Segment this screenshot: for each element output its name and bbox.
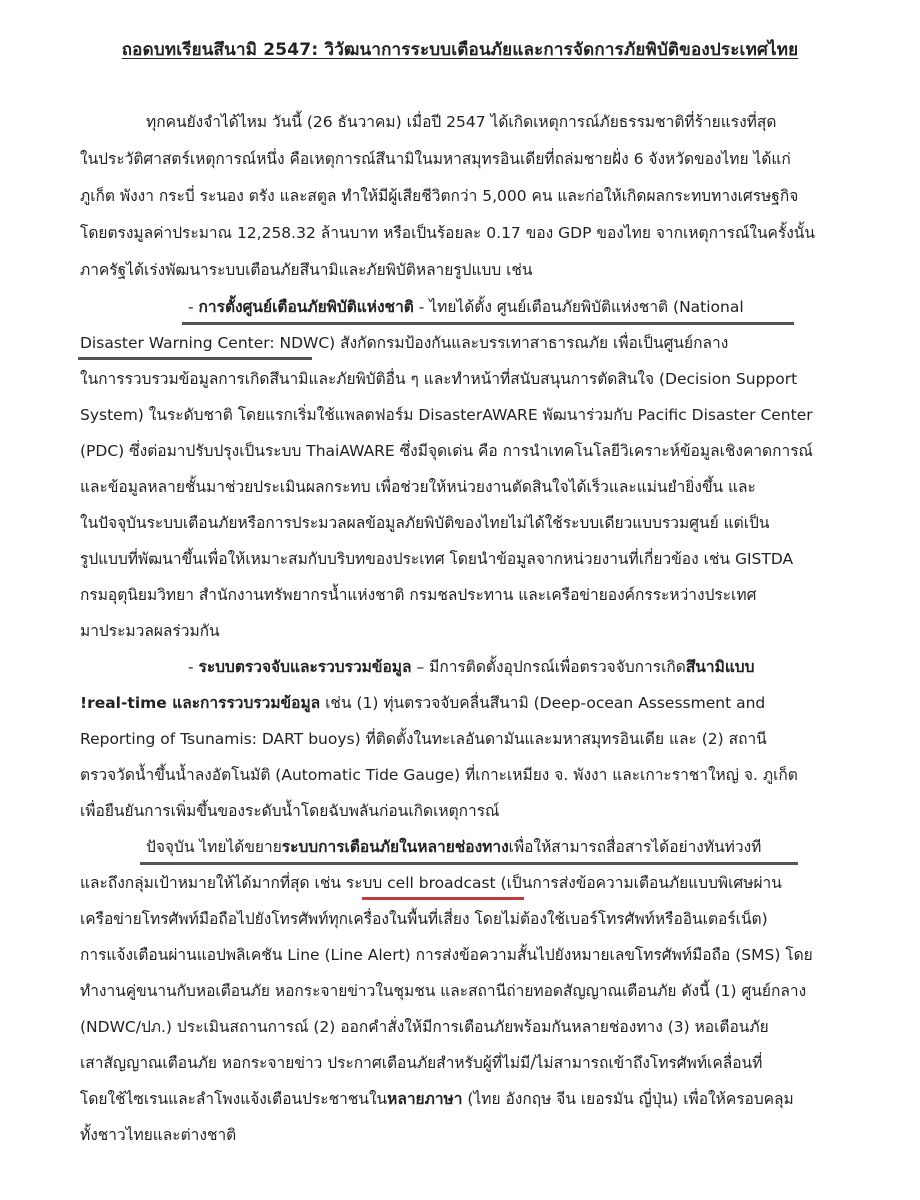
paragraph-2-line-3: ในการรวบรวมข้อมูลการเกิดสึนามิและภัยพิบัติอื่น ๆ และทำหน้าที่สนับสนุนการตัดสินใจ (Decision Support (80, 370, 798, 388)
paragraph-1-line-3: ภูเก็ต พังงา กระบี่ ระนอง ตรัง และสตูล ทำให้มีผู้เสียชีวิตกว่า 5,000 คน และก่อให้เกิดผลกระทบทางเศรษฐกิจ (80, 187, 799, 205)
paragraph-4-line-7: เสาสัญญาณเตือนภัย หอกระจายข่าว ประกาศเตือนภัยสำหรับผู้ที่ไม่มี/ไม่สามารถเข้าถึงโทรศัพท์เคลื่อนที่ (80, 1054, 763, 1072)
paragraph-2-line-5: (PDC) ซึ่งต่อมาปรับปรุงเป็นระบบ ThaiAWARE ซึ่งมีจุดเด่น คือ การนำเทคโนโลยีวิเคราะห์ข้อมูลเชิงคาดการณ์ (80, 442, 813, 460)
highlight-underline (182, 322, 794, 325)
ndwc-heading: การตั้งศูนย์เตือนภัยพิบัติแห่งชาติ (198, 298, 414, 316)
paragraph-4-line-6: (NDWC/ปภ.) ประเมินสถานการณ์ (2) ออกคำสั่งให้มีการเตือนภัยพร้อมกันหลายช่องทาง (3) หอเตือนภัย (80, 1018, 769, 1036)
paragraph-3-line-4: ตรวจวัดน้ำขึ้นน้ำลงอัตโนมัติ (Automatic Tide Gauge) ที่เกาะเหมียง จ. พังงา และเกาะราชาใหญ่ จ. ภูเก็ต (80, 766, 798, 784)
paragraph-1-line-5: ภาครัฐได้เร่งพัฒนาระบบเตือนภัยสึนามิและภัยพิบัติหลายรูปแบบ เช่น (80, 261, 533, 279)
red-highlight-underline (362, 897, 524, 900)
bullet-dash: - (188, 658, 199, 676)
document-title: ถอดบทเรียนสึนามิ 2547: วิวัฒนาการระบบเตือนภัยและการจัดการภัยพิบัติของประเทศไทย (121, 40, 799, 60)
paragraph-3-line-3: Reporting of Tsunamis: DART buoys) ที่ติดตั้งในทะเลอันดามันและมหาสมุทรอินเดีย และ (2) สถานี (80, 730, 767, 748)
paragraph-4-line-1: ปัจจุบัน ไทยได้ขยายระบบการเตือนภัยในหลายช่องทางเพื่อให้สามารถสื่อสารได้อย่างทันท่วงที (146, 838, 762, 856)
paragraph-2-line-1 (188, 296, 744, 318)
paragraph-3-line-1: - ระบบตรวจจับและรวบรวมข้อมูล – มีการติดตั้งอุปกรณ์เพื่อตรวจจับการเกิดสึนามิแบบ (188, 658, 755, 676)
paragraph-2-line-2: Disaster Warning Center: NDWC) สังกัดกรมป้องกันและบรรเทาสาธารณภัย เพื่อเป็นศูนย์กลาง (80, 334, 729, 352)
highlight-underline (78, 357, 312, 360)
paragraph-4-line-5: ทำงานคู่ขนานกับหอเตือนภัย หอกระจายข่าวในชุมชน และสถานีถ่ายทอดสัญญาณเตือนภัย ดังนี้ (1) ศูนย์กลาง (80, 982, 807, 1000)
paragraph-3-line-5: เพื่อยืนยันการเพิ่มขึ้นของระดับน้ำโดยฉับพลันก่อนเกิดเหตุการณ์ (80, 802, 500, 820)
paragraph-4-line-3: เครือข่ายโทรศัพท์มือถือไปยังโทรศัพท์ทุกเครื่องในพื้นที่เสี่ยง โดยไม่ต้องใช้เบอร์โทรศัพท์หรืออินเตอร์เน็ต) (80, 910, 768, 928)
paragraph-4-line-8: โดยใช้ไซเรนและลำโพงแจ้งเตือนประชาชนในหลายภาษา (ไทย อังกฤษ จีน เยอรมัน ญี่ปุ่น) เพื่อให้ครอบคลุม (80, 1090, 794, 1108)
highlight-underline (140, 862, 798, 865)
bullet-dash: - (188, 298, 199, 316)
paragraph-1-line-1: ทุกคนยังจำได้ไหม วันนี้ (26 ธันวาคม) เมื่อปี 2547 ได้เกิดเหตุการณ์ภัยธรรมชาติที่ร้ายแรงที่สุด (146, 113, 777, 131)
paragraph-1-line-2: ในประวัติศาสตร์เหตุการณ์หนึ่ง คือเหตุการณ์สึนามิในมหาสมุทรอินเดียที่ถล่มชายฝั่ง 6 จังหวัดของไทย ได้แก่ (80, 150, 791, 168)
paragraph-4-line-9: ทั้งชาวไทยและต่างชาติ (80, 1126, 237, 1144)
multichannel-heading: ระบบการเตือนภัยในหลายช่องทาง (281, 838, 509, 856)
paragraph-3-line-2: !real-time และการรวบรวมข้อมูล เช่น (1) ทุ่นตรวจจับคลื่นสึนามิ (Deep-ocean Assessment and (80, 694, 766, 712)
paragraph-2-line-6: และข้อมูลหลายชั้นมาช่วยประเมินผลกระทบ เพื่อช่วยให้หน่วยงานตัดสินใจได้เร็วและแม่นยำยิ่งขึ้น และ (80, 478, 756, 496)
cell-broadcast-term: ระบบ cell broadcast (345, 874, 496, 892)
paragraph-2-line-9: กรมอุตุนิยมวิทยา สำนักงานทรัพยากรน้ำแห่งชาติ กรมชลประทาน และเครือข่ายองค์กรระหว่างประเทศ (80, 586, 757, 604)
paragraph-2-line-8: รูปแบบที่พัฒนาขึ้นเพื่อให้เหมาะสมกับบริบทของประเทศ โดยนำข้อมูลจากหน่วยงานที่เกี่ยวข้อง เช่น GISTDA (80, 550, 794, 568)
paragraph-2-line-10: มาประมวลผลร่วมกัน (80, 622, 220, 640)
detection-heading: ระบบตรวจจับและรวบรวมข้อมูล (198, 658, 412, 676)
paragraph-2-line-7: ในปัจจุบันระบบเตือนภัยหรือการประมวลผลข้อมูลภัยพิบัติของไทยไม่ได้ใช้ระบบเดียวแบบรวมศูนย์ แต่เป็น (80, 514, 770, 532)
paragraph-4-line-4: การแจ้งเตือนผ่านแอปพลิเคชัน Line (Line Alert) การส่งข้อความสั้นไปยังหมายเลขโทรศัพท์มือถือ (SMS) โดย (80, 946, 813, 964)
paragraph-4-line-2: และถึงกลุ่มเป้าหมายให้ได้มากที่สุด เช่น ระบบ cell broadcast (เป็นการส่งข้อความเตือนภัยแบบพิเศษผ่าน (80, 874, 782, 892)
ndwc-intro: - ไทยได้ตั้ง ศูนย์เตือนภัยพิบัติแห่งชาติ (National (413, 298, 744, 316)
multilingual-term: หลายภาษา (387, 1090, 463, 1108)
paragraph-2-line-4: System) ในระดับชาติ โดยแรกเริ่มใช้แพลตฟอร์ม DisasterAWARE พัฒนาร่วมกับ Pacific Disaster Center (80, 406, 813, 424)
paragraph-1-line-4: โดยตรงมูลค่าประมาณ 12,258.32 ล้านบาท หรือเป็นร้อยละ 0.17 ของ GDP ของไทย จากเหตุการณ์ในครั้งนั้น (80, 224, 816, 242)
